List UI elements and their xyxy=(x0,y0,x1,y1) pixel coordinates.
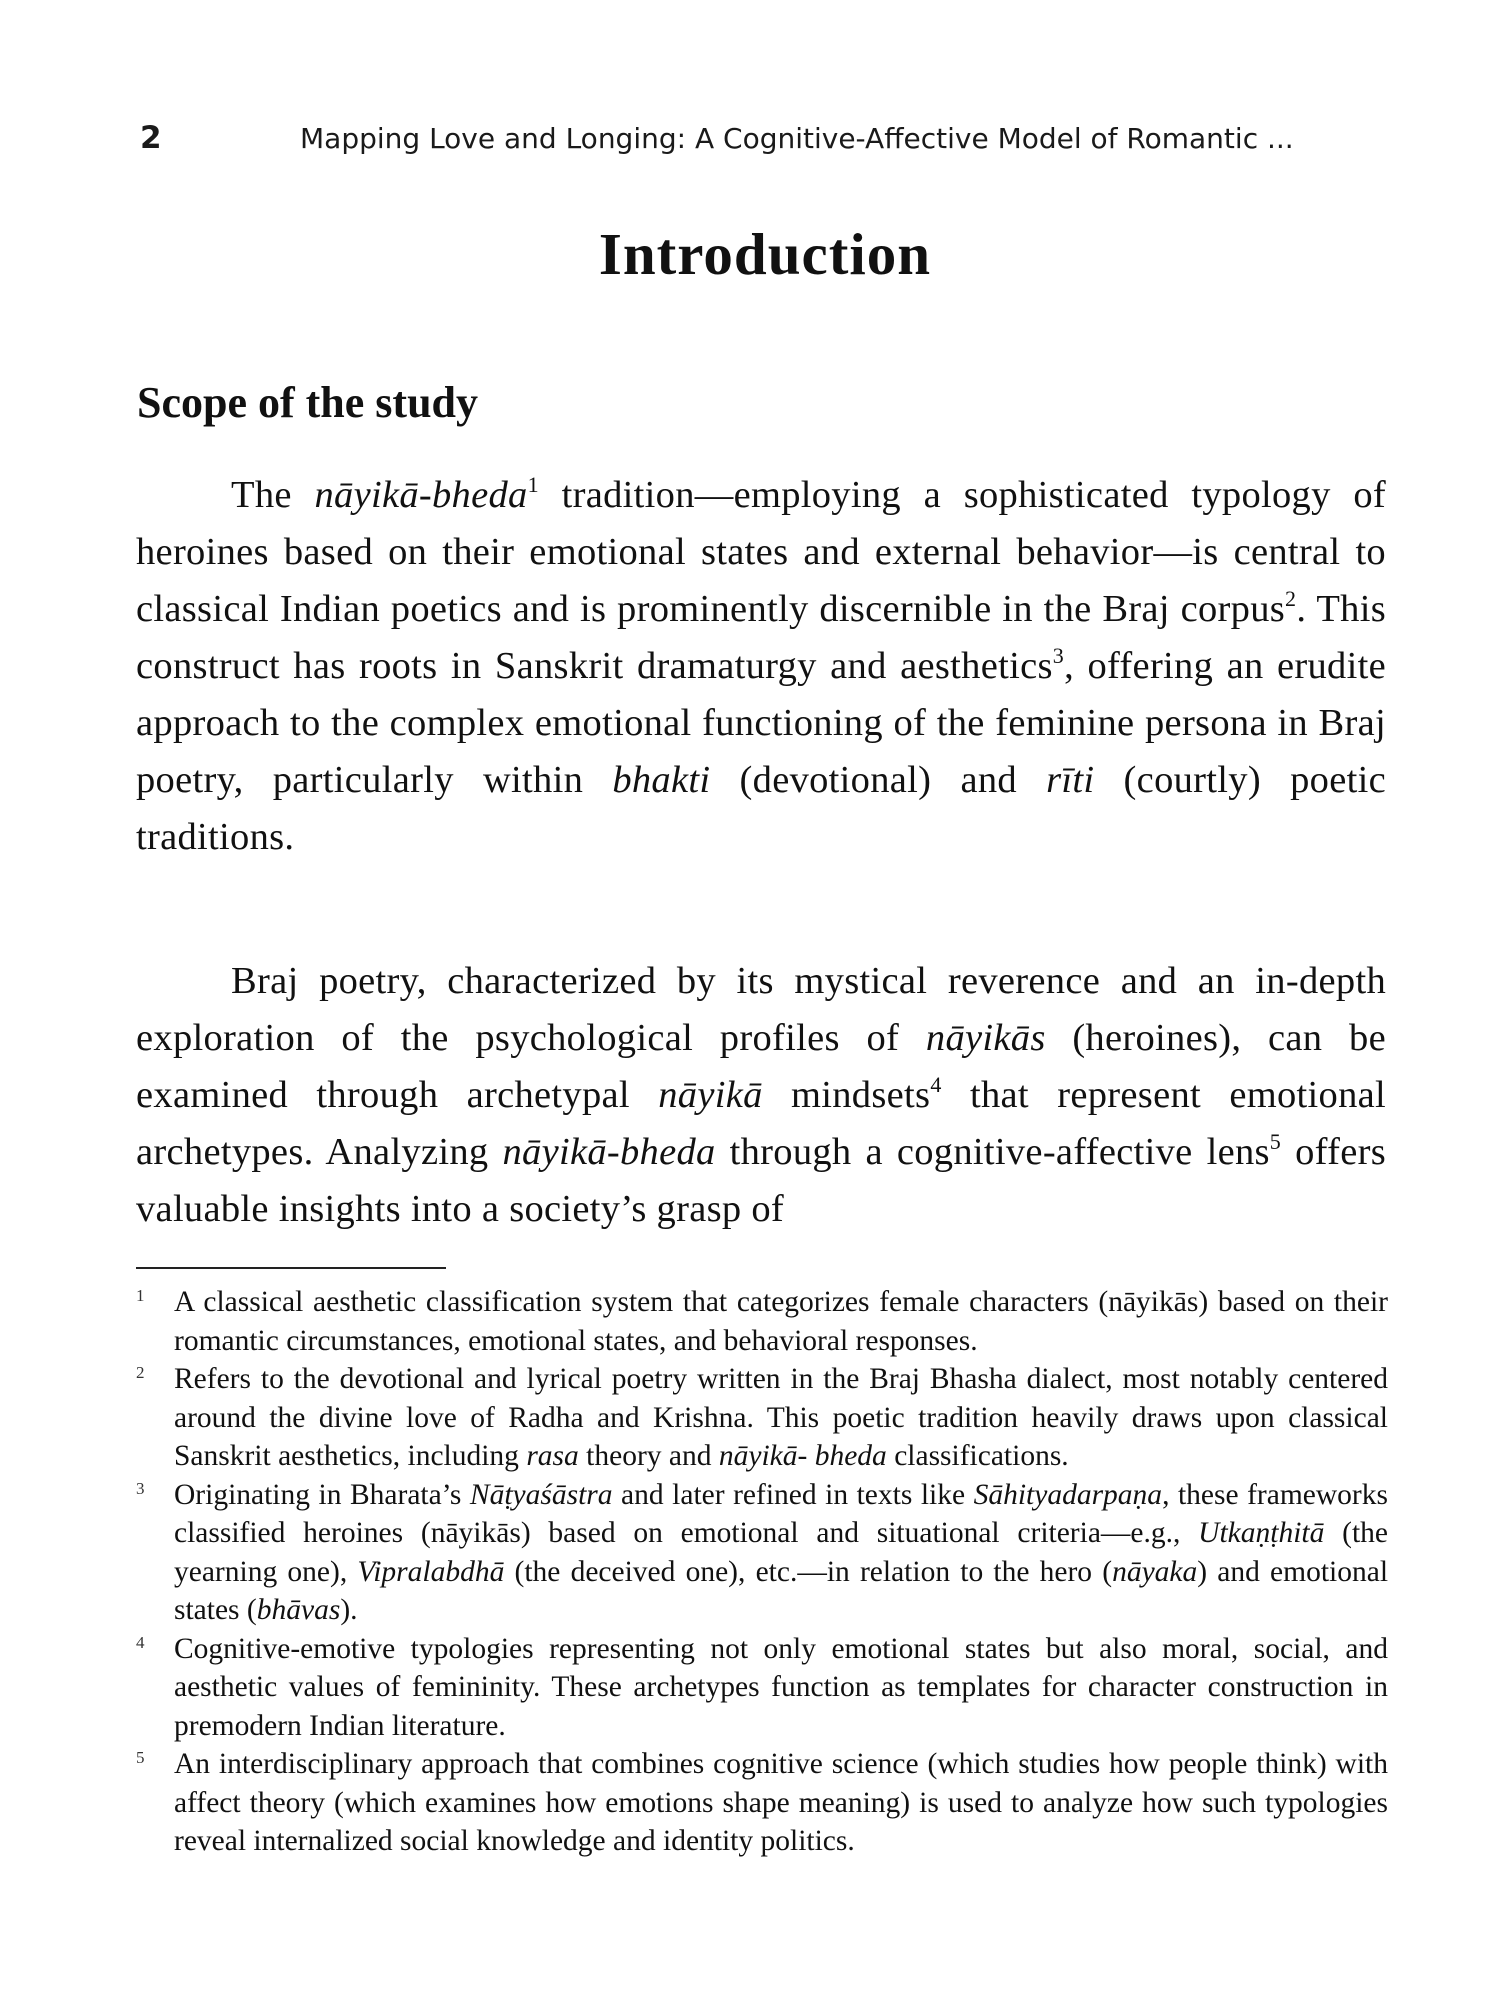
footnote-mark: 3 xyxy=(136,1478,145,1498)
text-run: Cognitive-emotive typologies representing not only emotional states but also moral, social, and aesthetic values of femininity. These archetypes function as templates for character construction in premodern Indian literature. xyxy=(174,1632,1388,1742)
footnote-text xyxy=(174,1479,1388,1627)
footnote-text xyxy=(174,1363,1388,1472)
text-run: through a cognitive-affective lens xyxy=(715,1131,1270,1173)
italic-term: rasa xyxy=(526,1440,579,1472)
footnote-divider xyxy=(136,1267,446,1269)
italic-term: bhakti xyxy=(612,759,711,801)
footnote-text xyxy=(174,1748,1388,1857)
italic-term: nāyikās xyxy=(925,1017,1046,1059)
footnote xyxy=(136,1283,1388,1360)
footnote-ref: 1 xyxy=(527,472,539,497)
italic-term: nāyaka xyxy=(1112,1555,1198,1588)
italic-term: nāyikā-bheda xyxy=(502,1131,716,1173)
footnote-ref: 2 xyxy=(1285,586,1297,611)
footnote-text xyxy=(174,1286,1388,1357)
text-run: An interdisciplinary approach that combines cognitive science (which studies how people think) with affect theory (which examines how emotions shape meaning) is used to analyze how such typologies reveal internalized social knowledge and identity politics. xyxy=(174,1748,1388,1857)
footnote xyxy=(136,1630,1388,1746)
footnotes xyxy=(136,1283,1388,1861)
italic-term: Vipralabdhā xyxy=(357,1555,505,1588)
text-run: (the yearning one), xyxy=(174,1517,1388,1588)
text-run: (courtly) poetic traditions. xyxy=(136,759,1386,858)
text-run: , offering an erudite approach to the complex emotional functioning of the feminine persona in Braj poetry, particularly within xyxy=(136,645,1386,801)
running-title: Mapping Love and Longing: A Cognitive-Affective Model of Romantic ... xyxy=(300,122,1294,155)
footnote xyxy=(136,1745,1388,1861)
text-run: ). xyxy=(340,1594,358,1626)
section-heading: Scope of the study xyxy=(137,378,479,427)
text-run: ) and emotional states ( xyxy=(174,1555,1389,1626)
italic-term: Nāṭyaśāstra xyxy=(469,1478,613,1511)
italic-term: nāyikā-bheda xyxy=(314,474,528,516)
chapter-title: Introduction xyxy=(598,221,932,287)
text-run: . This construct has roots in Sanskrit dramaturgy and aesthetics xyxy=(136,588,1386,687)
text-run: (heroines), can be examined through archetypal xyxy=(136,1017,1386,1116)
text-run: Refers to the devotional and lyrical poetry written in the Braj Bhasha dialect, most notably centered around the divine love of Radha and Krishna. This poetic tradition heavily draws upon classical Sanskrit aesthetics, including xyxy=(174,1363,1388,1472)
text-run: offers valuable insights into a society’s grasp of xyxy=(136,1131,1386,1230)
footnote-mark: 5 xyxy=(136,1748,145,1767)
text-run: (the deceived one), etc.—in relation to the hero ( xyxy=(504,1555,1113,1588)
italic-term: rīti xyxy=(1046,759,1095,801)
text-run: , these frameworks classified heroines (nāyikās) based on emotional and situational criteria—e.g., xyxy=(174,1478,1388,1549)
footnote-mark: 1 xyxy=(136,1286,145,1305)
footnote-mark: 4 xyxy=(136,1632,145,1652)
text-run: classifications. xyxy=(886,1440,1069,1472)
footnote-mark: 2 xyxy=(136,1363,145,1382)
text-run: Braj poetry, characterized by its mystical reverence and an in-depth exploration of the psychological profiles of xyxy=(136,960,1386,1059)
footnote-text xyxy=(174,1633,1388,1742)
text-run: A classical aesthetic classification system that categorizes female characters (nāyikās) based on their romantic circumstances, emotional states, and behavioral responses. xyxy=(174,1286,1388,1357)
text-run: tradition—employing a sophisticated typology of heroines based on their emotional states and external behavior—is central to classical Indian poetics and is prominently discernible in the Braj corpus xyxy=(136,474,1387,630)
footnote xyxy=(136,1476,1388,1630)
italic-term: Utkaṇṭhitā xyxy=(1198,1517,1325,1549)
text-run: mindsets xyxy=(762,1074,931,1116)
footnote-ref: 4 xyxy=(930,1072,942,1097)
text-run: (devotional) and xyxy=(710,759,1047,801)
footnote-ref: 3 xyxy=(1052,643,1065,668)
text-run: that represent emotional archetypes. Analyzing xyxy=(136,1074,1386,1173)
italic-term: nāyikā- bheda xyxy=(718,1440,887,1472)
italic-term: Sāhityadarpaṇa xyxy=(973,1478,1163,1511)
footnote xyxy=(136,1360,1388,1476)
footnote-ref: 5 xyxy=(1269,1129,1282,1154)
running-header xyxy=(140,120,1390,156)
italic-term: nāyikā xyxy=(658,1074,763,1116)
page-number: 2 xyxy=(140,120,162,156)
text-run: Originating in Bharata’s xyxy=(174,1478,470,1511)
text-run: theory and xyxy=(578,1440,719,1472)
text-run: and later refined in texts like xyxy=(612,1478,974,1511)
body-paragraph xyxy=(136,953,1386,1238)
body-paragraph xyxy=(136,467,1386,866)
text-run: The xyxy=(231,474,315,516)
italic-term: bhāvas xyxy=(256,1594,341,1626)
